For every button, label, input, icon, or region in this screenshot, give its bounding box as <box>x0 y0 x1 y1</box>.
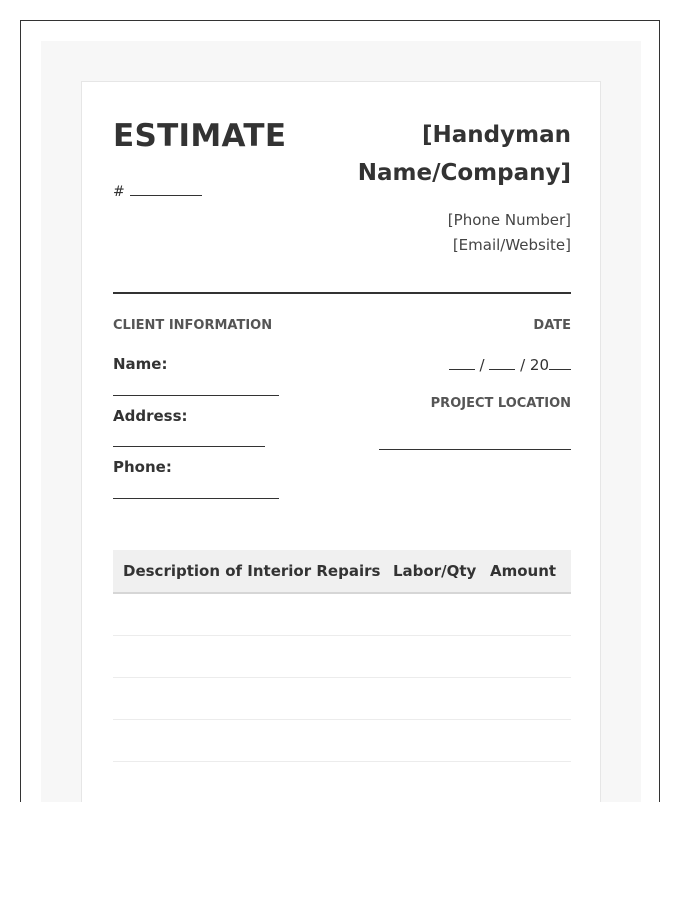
document-title: ESTIMATE <box>113 118 287 154</box>
date-month-blank[interactable] <box>449 355 475 370</box>
project-location-blank[interactable] <box>379 449 571 450</box>
client-phone-label: Phone: <box>113 458 172 476</box>
header-divider <box>113 292 571 294</box>
page-backdrop <box>41 41 641 802</box>
client-info-heading: CLIENT INFORMATION <box>113 318 273 333</box>
column-header-labor-qty: Labor/Qty <box>393 562 477 580</box>
client-phone-blank[interactable] <box>113 498 279 499</box>
date-century: 20 <box>529 356 549 374</box>
client-name-blank[interactable] <box>113 395 279 396</box>
repairs-table <box>113 550 571 762</box>
date-day-blank[interactable] <box>489 355 515 370</box>
table-row[interactable] <box>113 678 571 720</box>
table-row[interactable] <box>113 594 571 636</box>
date-heading: DATE <box>533 318 571 333</box>
company-contact <box>448 208 571 258</box>
company-phone: [Phone Number] <box>447 211 571 229</box>
estimate-number <box>113 183 202 200</box>
document-frame <box>20 20 660 802</box>
date-year-blank[interactable] <box>549 355 571 370</box>
company-name: [Handyman Name/Company] <box>357 122 571 186</box>
company-email: [Email/Website] <box>452 236 571 254</box>
client-address-blank[interactable] <box>113 446 265 447</box>
column-header-amount: Amount <box>490 562 557 580</box>
client-name-label: Name: <box>113 355 168 373</box>
project-location-heading: PROJECT LOCATION <box>430 396 571 411</box>
number-prefix: # <box>113 184 125 200</box>
column-header-description: Description of Interior Repairs <box>123 562 381 580</box>
table-row[interactable] <box>113 720 571 762</box>
table-row[interactable] <box>113 636 571 678</box>
date-field[interactable] <box>449 355 571 374</box>
date-separator: / <box>479 356 485 374</box>
date-separator: / <box>520 356 526 374</box>
estimate-number-blank[interactable] <box>130 183 202 196</box>
table-header <box>113 550 571 594</box>
estimate-sheet <box>81 81 601 802</box>
client-address-label: Address: <box>113 407 188 425</box>
